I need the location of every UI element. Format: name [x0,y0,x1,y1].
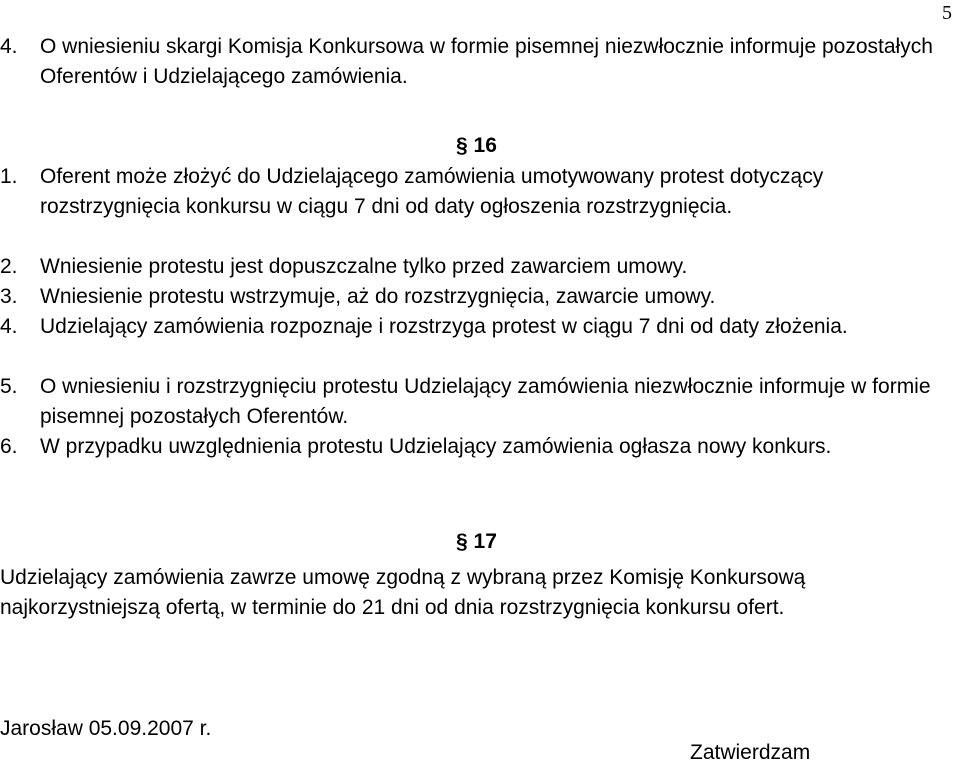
item-number: 3. [0,285,18,308]
page-number: 5 [942,2,952,24]
item-text: Wniesienie protestu wstrzymuje, aż do rozstrzygnięcia, zawarcie umowy. [40,285,716,308]
list-item [0,162,950,222]
item-number: 5. [0,375,18,398]
item-text: Udzielający zamówienia rozpoznaje i rozstrzyga protest w ciągu 7 dni od daty złożenia. [40,315,848,338]
place-date: Jarosław 05.09.2007 r. [0,717,212,740]
list-item [0,32,950,92]
item-text: O wniesieniu skargi Komisja Konkursowa w formie pisemnej niezwłocznie informuje pozostałych Oferentów i Udzielającego zamówienia. [40,35,933,88]
list-item [0,432,950,462]
approval-label: Zatwierdzam [690,741,811,764]
section-heading-17: § 17 [456,530,497,553]
list-item [0,312,950,342]
list-item [0,282,950,312]
section-17-paragraph: Udzielający zamówienia zawrze umowę zgodną z wybraną przez Komisję Konkursową najkorzystniejszą ofertą, w terminie do 21 dni od dnia rozstrzygnięcia konkursu ofert. [0,566,806,619]
item-number: 4. [0,35,18,58]
item-text: Oferent może złożyć do Udzielającego zamówienia umotywowany protest dotyczący rozstrzygnięcia konkursu w ciągu 7 dni od daty ogłoszenia rozstrzygnięcia. [40,165,824,218]
item-number: 2. [0,255,18,278]
list-item [0,252,950,282]
item-text: O wniesieniu i rozstrzygnięciu protestu Udzielający zamówienia niezwłocznie informuje w formie pisemnej pozostałych Oferentów. [40,375,931,428]
item-number: 4. [0,315,18,338]
item-number: 1. [0,165,18,188]
item-text: W przypadku uwzględnienia protestu Udzielający zamówienia ogłasza nowy konkurs. [40,435,832,458]
list-item [0,372,950,432]
item-text: Wniesienie protestu jest dopuszczalne tylko przed zawarciem umowy. [40,255,688,278]
section-heading-16: § 16 [456,134,497,157]
item-number: 6. [0,435,18,458]
